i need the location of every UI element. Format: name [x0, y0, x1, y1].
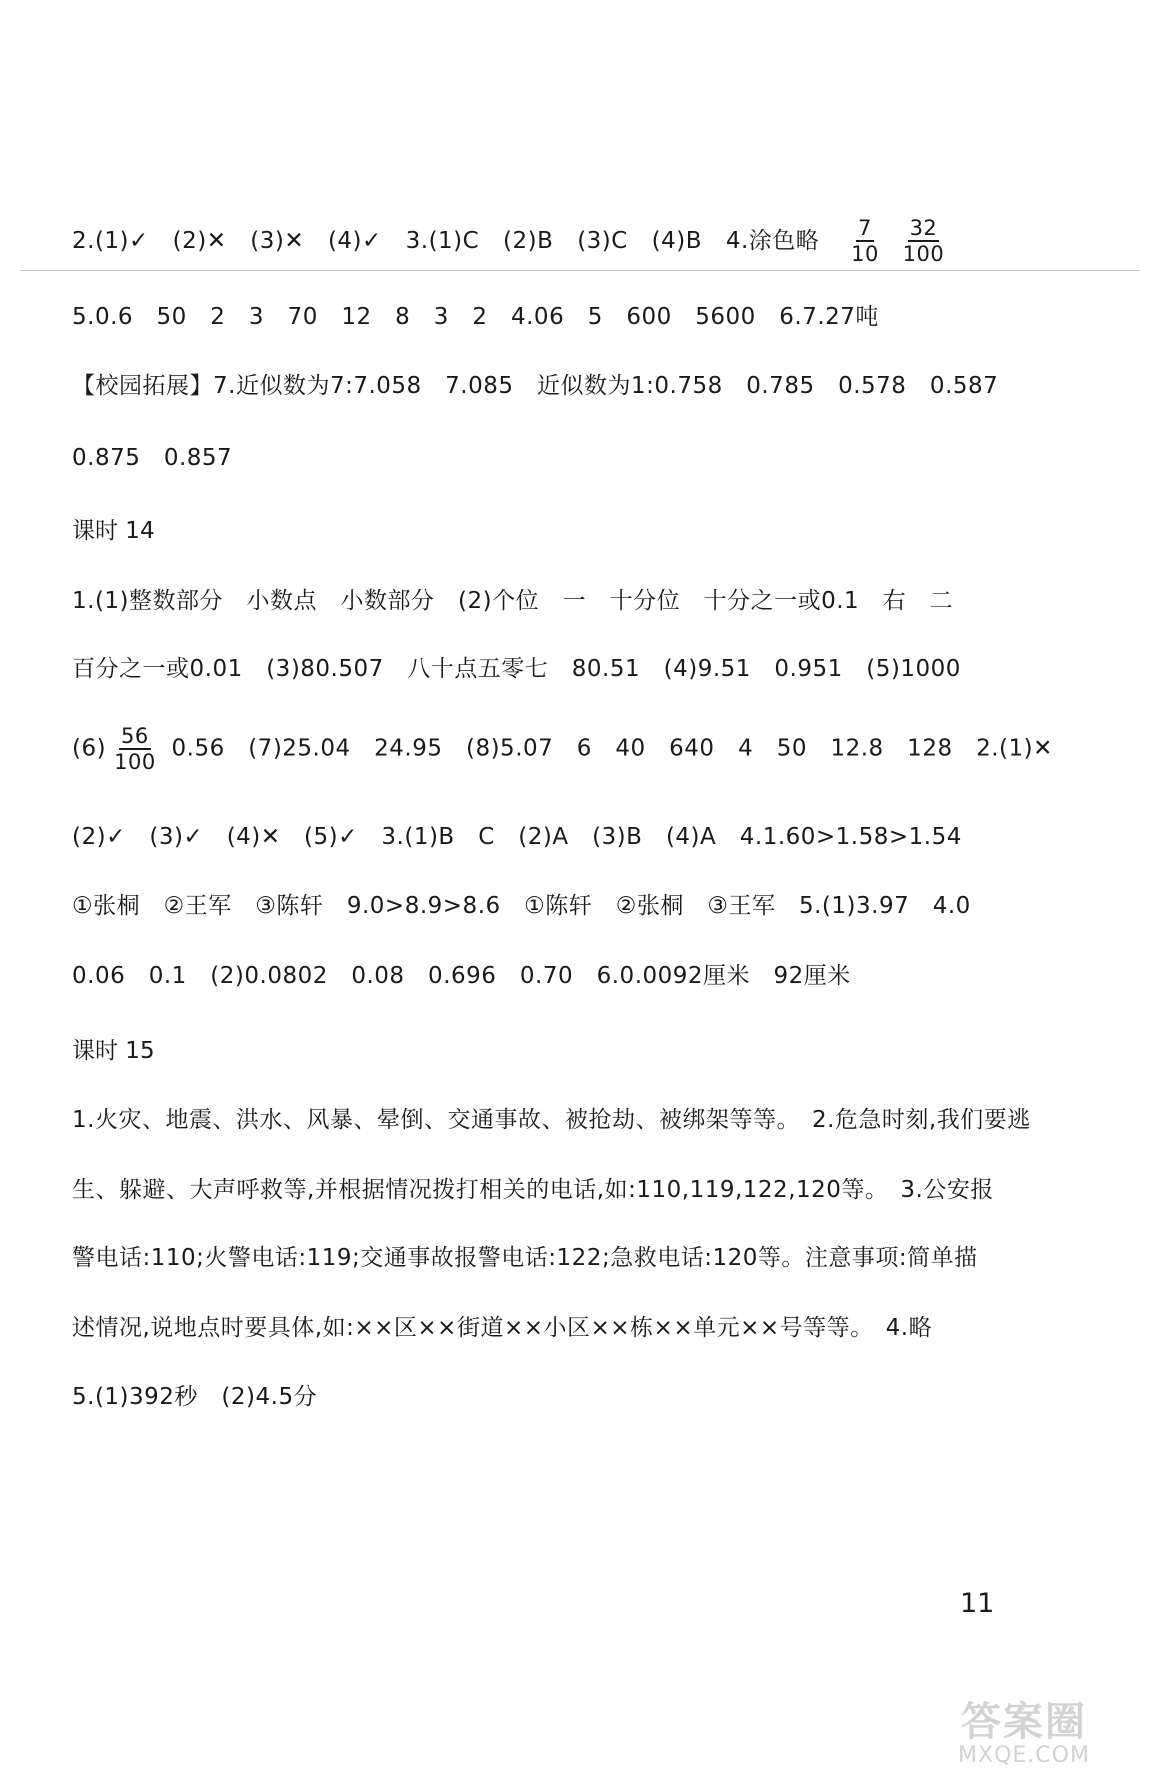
section-heading-lesson-14: 课时 14	[72, 518, 155, 544]
lesson14-line-3	[72, 724, 1053, 774]
fraction-numerator: 56	[121, 724, 149, 748]
fraction	[112, 724, 158, 774]
fraction-numerator: 7	[858, 216, 872, 240]
divider-line	[20, 270, 1140, 271]
answer-line-3: 【校园拓展】7.近似数为7:7.058 7.085 近似数为1:0.758 0.785 0.578 0.587	[72, 373, 999, 399]
answer-line-1	[72, 216, 952, 266]
answer-item: (6)	[72, 735, 107, 762]
fraction-numerator: 32	[909, 216, 938, 240]
answer-line-4: 0.875 0.857	[72, 445, 233, 471]
lesson14-line-1: 1.(1)整数部分 小数点 小数部分 (2)个位 一 十分位 十分之一或0.1 右 二	[72, 588, 954, 614]
fraction-denominator: 100	[902, 242, 945, 266]
section-heading-lesson-15: 课时 15	[72, 1038, 155, 1064]
watermark-logo: 答案圈	[961, 1699, 1087, 1745]
answer-item: (3)C	[577, 227, 628, 254]
fraction-denominator: 100	[114, 750, 156, 774]
lesson15-line-3: 警电话:110;火警电话:119;交通事故报警电话:122;急救电话:120等。注意事项:简单描	[72, 1245, 978, 1271]
lesson15-line-5: 5.(1)392秒 (2)4.5分	[72, 1384, 318, 1410]
answer-item: 4.涂色略	[725, 227, 820, 254]
answer-line-2: 5.0.6 50 2 3 70 12 8 3 2 4.06 5 600 5600 6.7.27吨	[72, 304, 879, 330]
lesson14-line-5: ①张桐 ②王军 ③陈轩 9.0>8.9>8.6 ①陈轩 ②张桐 ③王军 5.(1)3.97 4.0	[72, 893, 971, 919]
page-number: 11	[960, 1588, 995, 1619]
lesson14-line-6: 0.06 0.1 (2)0.0802 0.08 0.696 0.70 6.0.0092厘米 92厘米	[72, 963, 851, 989]
answer-item: (4)B	[651, 227, 703, 254]
lesson15-line-4: 述情况,说地点时要具体,如:××区××街道××小区××栋××单元××号等等。 4.略	[72, 1315, 933, 1341]
watermark-url: MXQE.COM	[958, 1743, 1090, 1768]
lesson15-line-1: 1.火灾、地震、洪水、风暴、晕倒、交通事故、被抢劫、被绑架等等。 2.危急时刻,我们要逃	[72, 1107, 1031, 1133]
answer-item: 3.(1)C	[405, 227, 480, 254]
watermark	[924, 1698, 1124, 1770]
answer-item: 0.56 (7)25.04 24.95 (8)5.07 6 40 640 4 50 12.8 128 2.(1)✕	[171, 735, 1053, 762]
answer-item: (3)✕	[250, 227, 305, 254]
answer-item: (2)B	[503, 227, 554, 254]
fraction	[901, 216, 947, 266]
lesson15-line-2: 生、躲避、大声呼救等,并根据情况拨打相关的电话,如:110,119,122,120等。 3.公安报	[72, 1177, 994, 1203]
answer-item: (4)✓	[327, 227, 382, 254]
lesson14-line-4: (2)✓ (3)✓ (4)✕ (5)✓ 3.(1)B C (2)A (3)B (4)A 4.1.60>1.58>1.54	[72, 824, 962, 850]
answer-item: (2)✕	[172, 227, 227, 254]
fraction-denominator: 10	[851, 242, 879, 266]
fraction	[849, 216, 881, 266]
answer-item: 2.(1)✓	[72, 227, 149, 254]
lesson14-line-2: 百分之一或0.01 (3)80.507 八十点五零七 80.51 (4)9.51 0.951 (5)1000	[72, 656, 961, 682]
